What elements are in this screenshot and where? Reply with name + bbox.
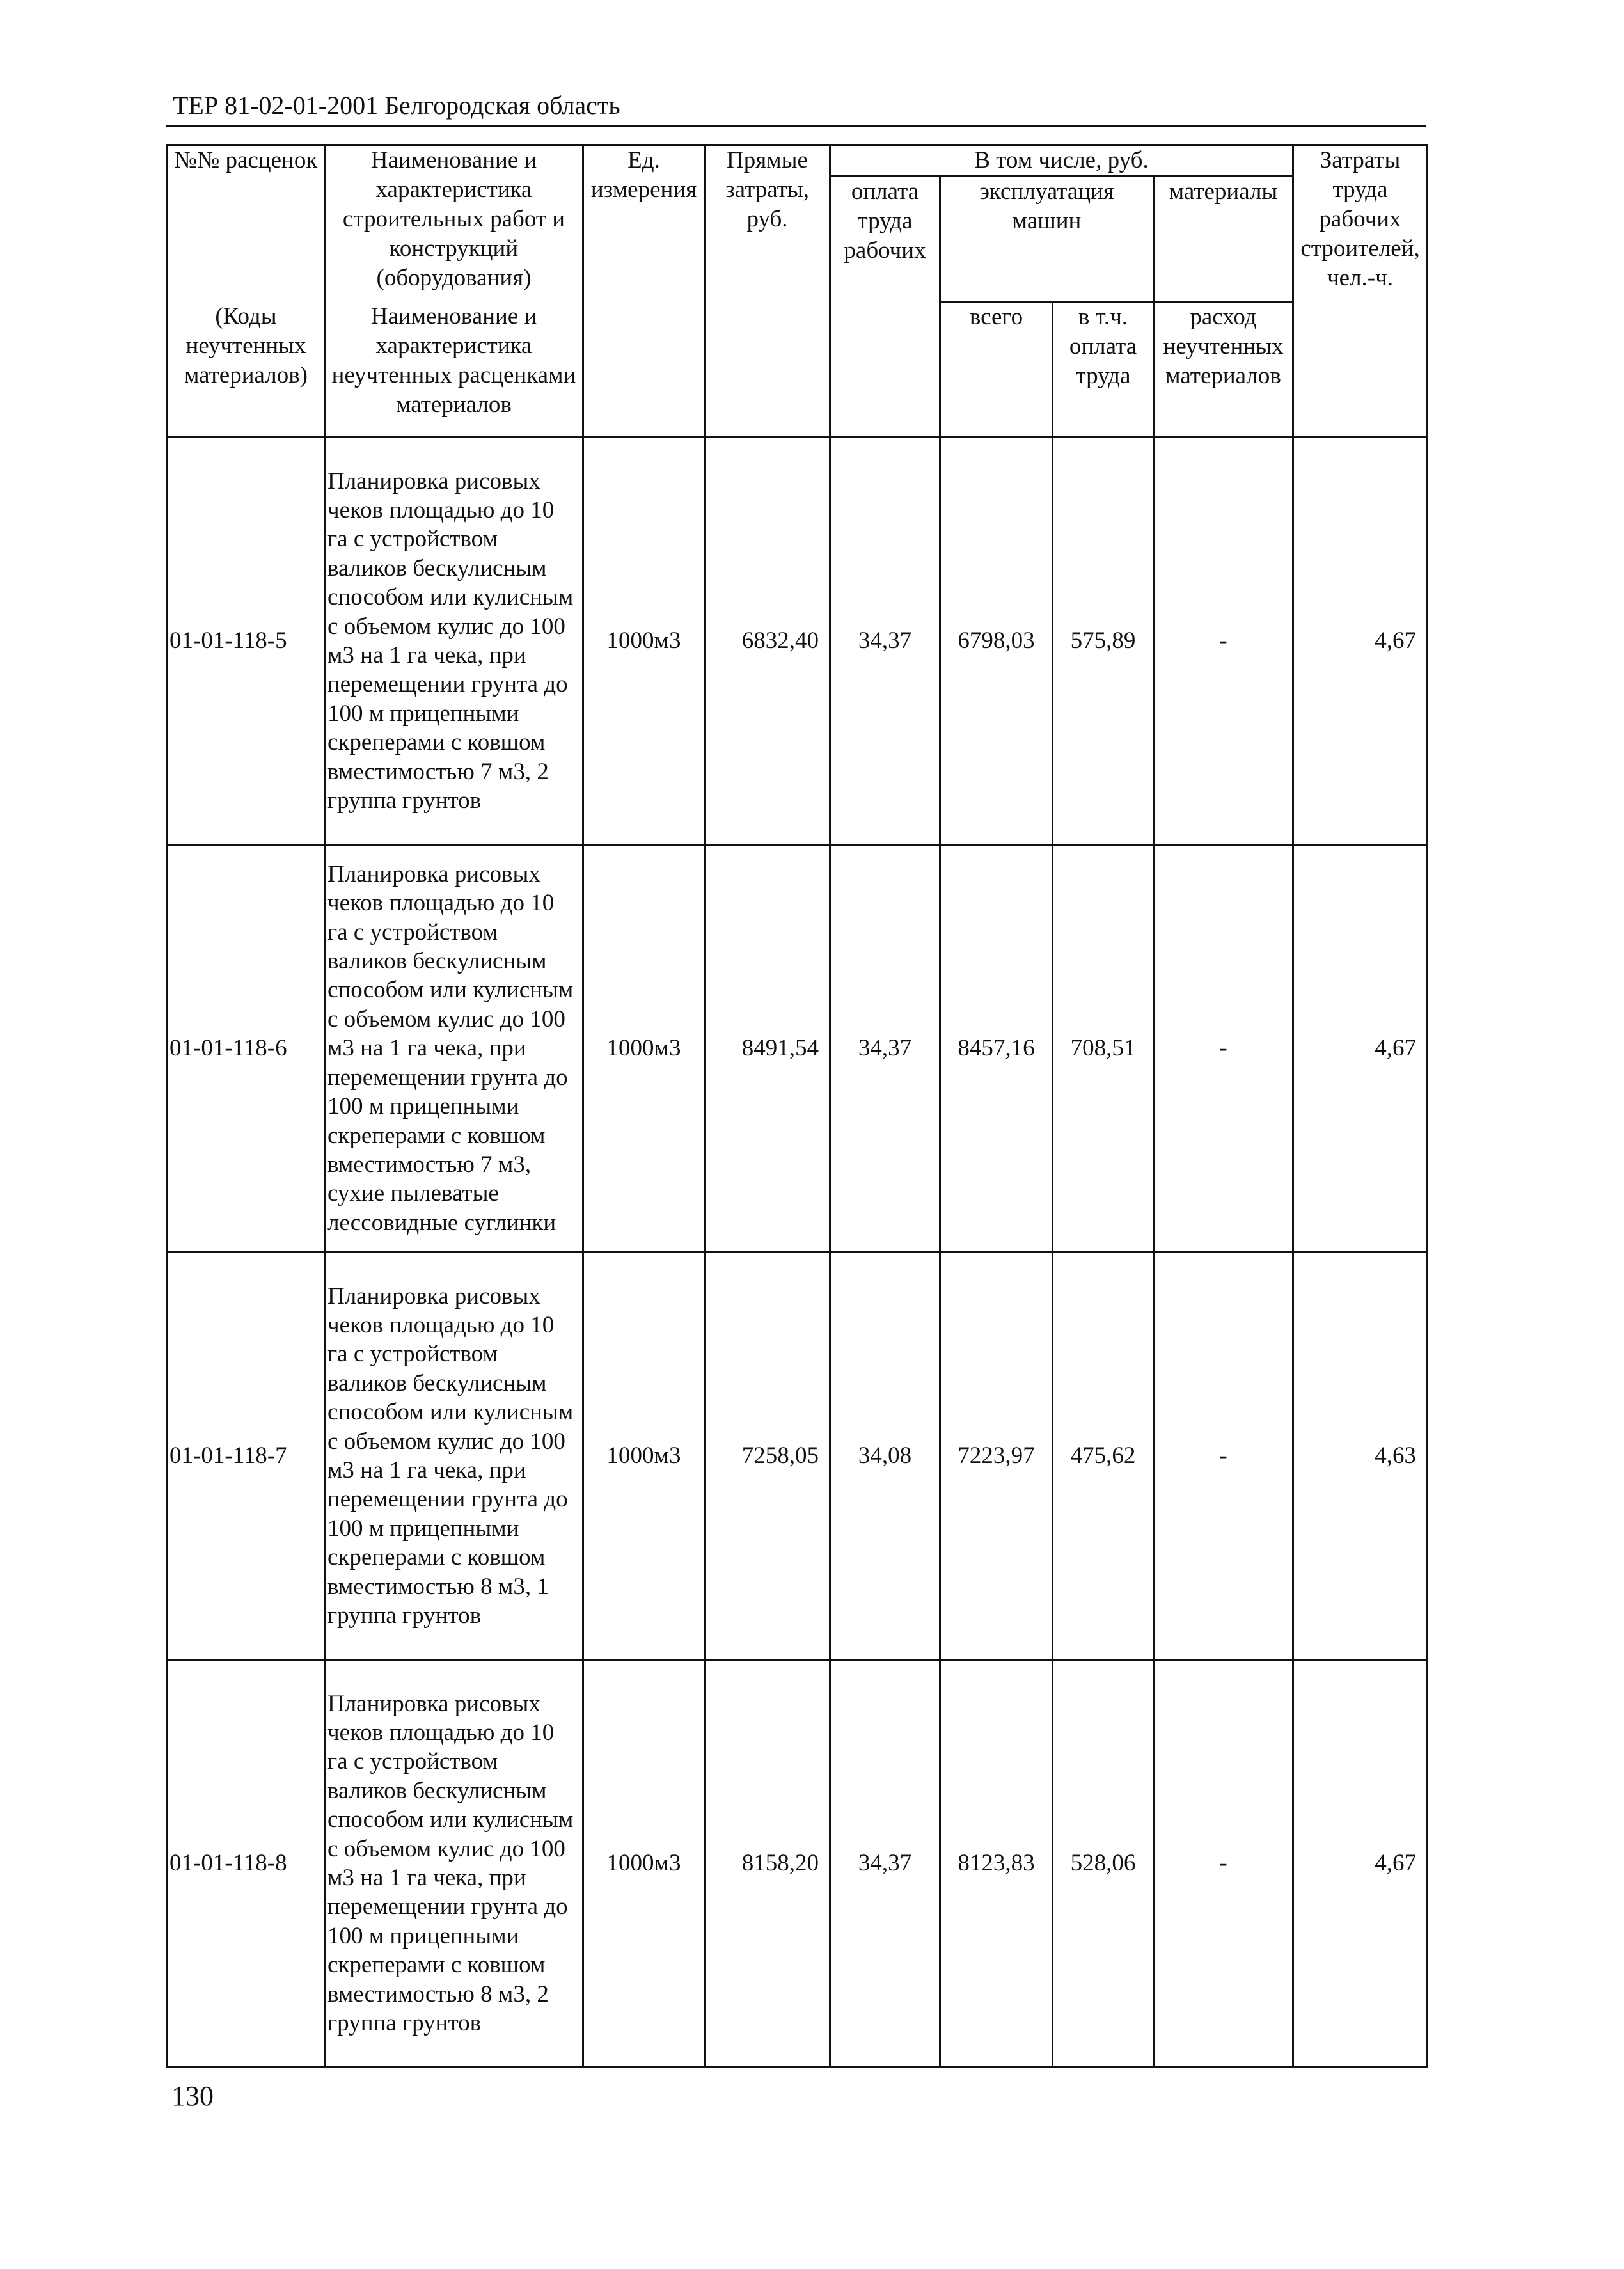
cell-materials: - xyxy=(1154,1660,1293,2067)
table-row xyxy=(168,845,1428,1253)
cell-materials: - xyxy=(1154,1253,1293,1660)
page-header: ТЕР 81-02-01-2001 Белгородская область xyxy=(173,91,620,120)
cell-labor-pay: 34,37 xyxy=(830,438,940,845)
cell-description: Планировка рисовых чеков площадью до 10 га с устройством валиков бескулисным способом или кулисным с объемом кулис до 100 м3 на 1 га чека, при перемещении грунта до 100 м прицепными скреперами с ковшом вместимостью 7 м3, сухие пылеватые лессовидные суглинки xyxy=(325,845,583,1253)
th-unit: Ед. измерения xyxy=(583,145,705,438)
th-machines-total: всего xyxy=(940,302,1053,438)
cell-machines-total: 8457,16 xyxy=(940,845,1053,1253)
table-row xyxy=(168,438,1428,845)
cell-unit: 1000м3 xyxy=(583,845,705,1253)
cell-direct-costs: 7258,05 xyxy=(705,1253,830,1660)
th-materials: материалы xyxy=(1154,177,1293,302)
cell-labor-hours: 4,63 xyxy=(1293,1253,1428,1660)
cell-machines-labor: 575,89 xyxy=(1053,438,1154,845)
th-machines: эксплуатация машин xyxy=(940,177,1154,302)
cell-labor-hours: 4,67 xyxy=(1293,438,1428,845)
th-name: Наименование и характеристика строительных работ и конструкций (оборудования) xyxy=(325,145,583,302)
cell-machines-total: 6798,03 xyxy=(940,438,1053,845)
cell-machines-total: 7223,97 xyxy=(940,1253,1053,1660)
cell-materials: - xyxy=(1154,438,1293,845)
cell-description: Планировка рисовых чеков площадью до 10 га с устройством валиков бескулисным способом или кулисным с объемом кулис до 100 м3 на 1 га чека, при перемещении грунта до 100 м прицепными скреперами с ковшом вместимостью 8 м3, 1 группа грунтов xyxy=(325,1253,583,1660)
cell-labor-hours: 4,67 xyxy=(1293,845,1428,1253)
cell-machines-labor: 528,06 xyxy=(1053,1660,1154,2067)
header-rule xyxy=(166,125,1426,127)
th-direct: Прямые затраты, руб. xyxy=(705,145,830,438)
th-labor-cost: Затраты труда рабочих строителей, чел.-ч. xyxy=(1293,145,1428,438)
cell-materials: - xyxy=(1154,845,1293,1253)
cell-machines-labor: 475,62 xyxy=(1053,1253,1154,1660)
rates-table xyxy=(166,144,1428,2068)
cell-labor-pay: 34,37 xyxy=(830,1660,940,2067)
cell-labor-pay: 34,37 xyxy=(830,845,940,1253)
cell-labor-hours: 4,67 xyxy=(1293,1660,1428,2067)
table-row xyxy=(168,1253,1428,1660)
th-code: №№ расценок xyxy=(168,145,325,302)
th-machines-labor: в т.ч. оплата труда xyxy=(1053,302,1154,438)
cell-direct-costs: 8158,20 xyxy=(705,1660,830,2067)
th-materials-unaccounted: расход неучтенных материалов xyxy=(1154,302,1293,438)
th-incl: В том числе, руб. xyxy=(830,145,1293,177)
cell-unit: 1000м3 xyxy=(583,1253,705,1660)
cell-code: 01-01-118-8 xyxy=(168,1660,325,2067)
cell-code: 01-01-118-6 xyxy=(168,845,325,1253)
cell-code: 01-01-118-5 xyxy=(168,438,325,845)
th-labor-pay: оплата труда рабочих xyxy=(830,177,940,438)
cell-unit: 1000м3 xyxy=(583,1660,705,2067)
cell-description: Планировка рисовых чеков площадью до 10 га с устройством валиков бескулисным способом или кулисным с объемом кулис до 100 м3 на 1 га чека, при перемещении грунта до 100 м прицепными скреперами с ковшом вместимостью 8 м3, 2 группа грунтов xyxy=(325,1660,583,2067)
cell-labor-pay: 34,08 xyxy=(830,1253,940,1660)
cell-description: Планировка рисовых чеков площадью до 10 га с устройством валиков бескулисным способом или кулисным с объемом кулис до 100 м3 на 1 га чека, при перемещении грунта до 100 м прицепными скреперами с ковшом вместимостью 7 м3, 2 группа грунтов xyxy=(325,438,583,845)
cell-machines-total: 8123,83 xyxy=(940,1660,1053,2067)
cell-code: 01-01-118-7 xyxy=(168,1253,325,1660)
th-name-unaccounted: Наименование и характеристика неучтенных расценками материалов xyxy=(325,302,583,438)
page-number: 130 xyxy=(171,2080,214,2112)
cell-direct-costs: 6832,40 xyxy=(705,438,830,845)
th-codes-unaccounted: (Коды неучтенных материалов) xyxy=(168,302,325,438)
cell-direct-costs: 8491,54 xyxy=(705,845,830,1253)
cell-unit: 1000м3 xyxy=(583,438,705,845)
cell-machines-labor: 708,51 xyxy=(1053,845,1154,1253)
table-row xyxy=(168,1660,1428,2067)
